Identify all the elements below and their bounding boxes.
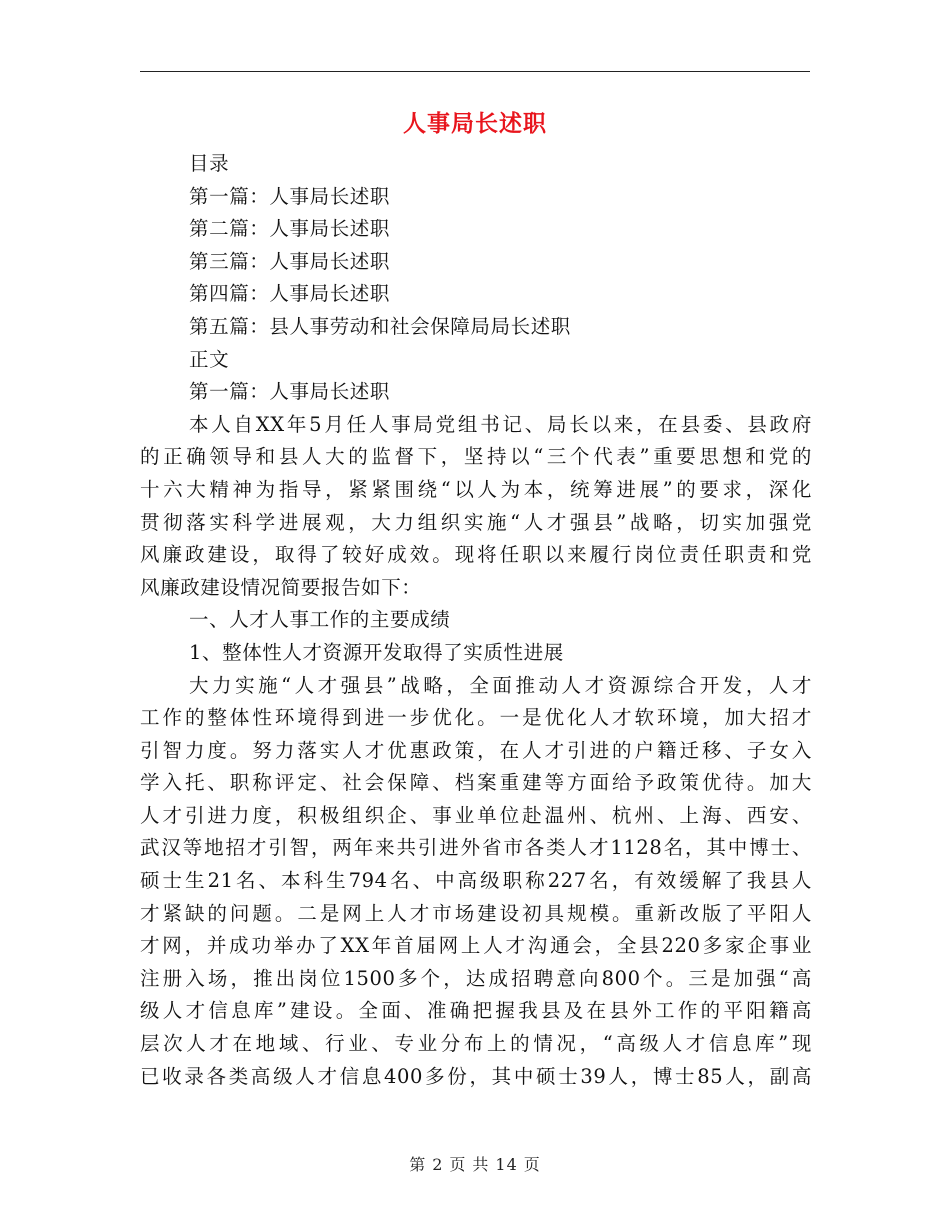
header-rule bbox=[140, 71, 810, 72]
document-body bbox=[140, 148, 812, 1093]
footer-total-prefix: 共 bbox=[472, 1155, 490, 1174]
paragraph-line: 级人才信息库”建设。全面、准确把握我县及在县外工作的平阳籍高 bbox=[140, 999, 812, 1023]
paragraph-line: 硕士生21名、本科生794名、中高级职称227名，有效缓解了我县人 bbox=[140, 869, 812, 893]
document-title: 人事局长述职 bbox=[403, 111, 547, 137]
toc-item: 第二篇：人事局长述职 bbox=[189, 217, 391, 241]
paragraph-line: 人才引进力度，积极组织企、事业单位赴温州、杭州、上海、西安、 bbox=[140, 803, 812, 827]
paragraph-line: 已收录各类高级人才信息400多份，其中硕士39人，博士85人，副高 bbox=[140, 1064, 812, 1088]
toc-item: 第三篇：人事局长述职 bbox=[189, 249, 391, 273]
paragraph-line: 学入托、职称评定、社会保障、档案重建等方面给予政策优待。加大 bbox=[140, 771, 812, 795]
paragraph-line: 工作的整体性环境得到进一步优化。一是优化人才软环境，加大招才 bbox=[140, 706, 812, 730]
footer-prefix: 第 bbox=[409, 1155, 427, 1174]
paragraph-line: 武汉等地招才引智，两年来共引进外省市各类人才1128名，其中博士、 bbox=[140, 836, 812, 860]
toc-item: 第一篇：人事局长述职 bbox=[189, 184, 391, 208]
paragraph-line: 风廉政建设情况简要报告如下： bbox=[140, 575, 422, 599]
paragraph-line: 风廉政建设，取得了较好成效。现将任职以来履行岗位责任职责和党 bbox=[140, 543, 812, 567]
toc-item: 第五篇：县人事劳动和社会保障局局长述职 bbox=[189, 314, 571, 338]
toc-heading: 目录 bbox=[189, 152, 230, 175]
paragraph-line: 十六大精神为指导，紧紧围绕“以人为本，统筹进展”的要求，深化 bbox=[140, 477, 812, 501]
paragraph-line: 才紧缺的问题。二是网上人才市场建设初具规模。重新改版了平阳人 bbox=[140, 901, 812, 925]
paragraph-line: 的正确领导和县人大的监督下，坚持以“三个代表”重要思想和党的 bbox=[140, 445, 812, 469]
paragraph-line: 本人自XX年5月任人事局党组书记、局长以来，在县委、县政府 bbox=[189, 412, 812, 436]
paragraph-line: 引智力度。努力落实人才优惠政策，在人才引进的户籍迁移、子女入 bbox=[140, 738, 812, 762]
page-footer bbox=[0, 1152, 950, 1175]
paragraph-line: 注册入场，推出岗位1500多个，达成招聘意向800个。三是加强“高 bbox=[140, 966, 812, 990]
section-title: 一、人才人事工作的主要成绩 bbox=[189, 608, 451, 632]
toc-item: 第四篇：人事局长述职 bbox=[189, 282, 391, 306]
total-pages-number: 14 bbox=[495, 1155, 518, 1174]
footer-page-word: 页 bbox=[449, 1155, 467, 1174]
current-page-number: 2 bbox=[432, 1155, 444, 1174]
body-heading: 正文 bbox=[189, 347, 230, 371]
paragraph-line: 大力实施“人才强县”战略，全面推动人才资源综合开发，人才 bbox=[189, 673, 812, 697]
footer-suffix: 页 bbox=[523, 1155, 541, 1174]
paragraph-line: 层次人才在地域、行业、专业分布上的情况，“高级人才信息库”现 bbox=[140, 1032, 812, 1056]
chapter-title: 第一篇：人事局长述职 bbox=[189, 380, 391, 404]
subsection-title: 1、整体性人才资源开发取得了实质性进展 bbox=[189, 640, 564, 664]
paragraph-line: 才网，并成功举办了XX年首届网上人才沟通会，全县220多家企事业 bbox=[140, 934, 812, 958]
paragraph-line: 贯彻落实科学进展观，大力组织实施“人才强县”战略，切实加强党 bbox=[140, 510, 812, 534]
